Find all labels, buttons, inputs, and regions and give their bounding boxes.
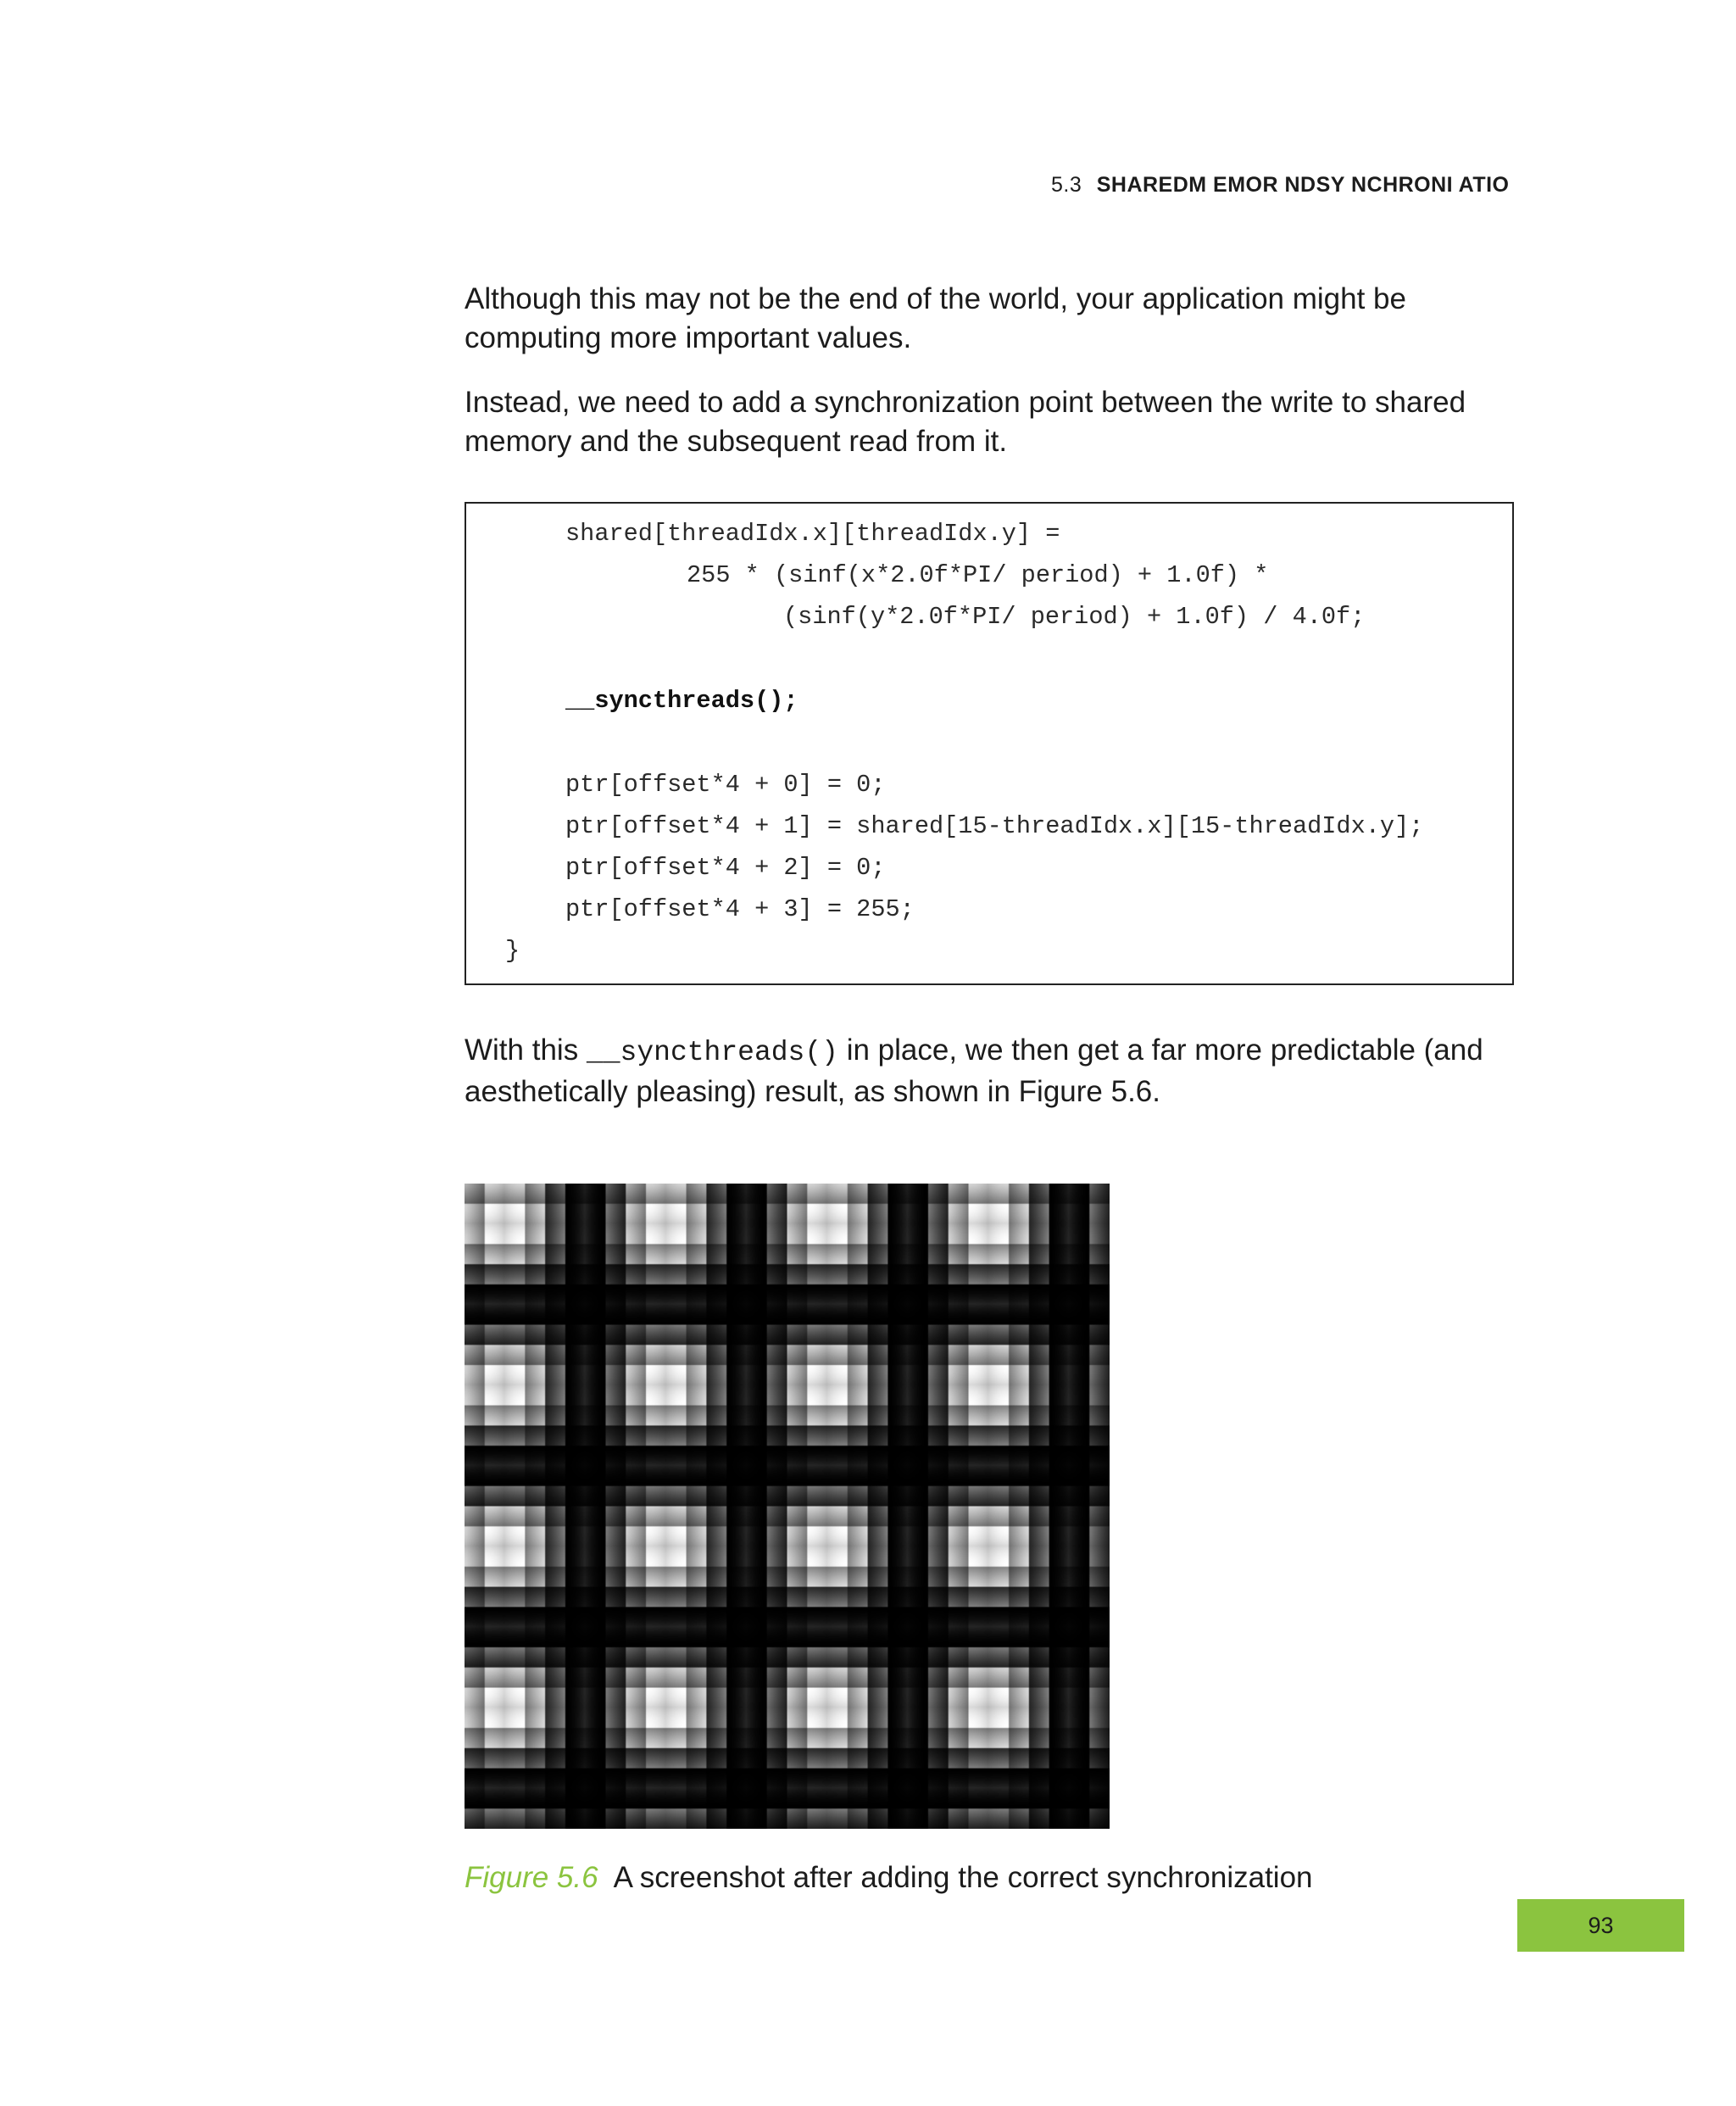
paragraph-3 [465,1031,1524,1112]
code-line: ptr[offset*4 + 2] = 0; [565,854,886,882]
code-line: 255 * (sinf(x*2.0f*PI/ period) + 1.0f) * [687,561,1269,589]
code-line-syncthreads: __syncthreads(); [565,687,798,715]
section-number: 5.3 [1051,173,1082,197]
code-line: ptr[offset*4 + 0] = 0; [565,771,886,799]
code-line: shared[threadIdx.x][threadIdx.y] = [565,520,1060,548]
figure-caption [465,1858,1313,1897]
page-number-text: 93 [1588,1912,1614,1938]
running-head [1051,173,1509,198]
figure-image [465,1184,1110,1829]
paragraph-3-text-before: With this [465,1034,587,1067]
inline-code-syncthreads: __syncthreads() [586,1037,838,1068]
code-line: ptr[offset*4 + 3] = 255; [565,895,915,923]
figure-label: Figure 5.6 [465,1861,598,1894]
code-line: ptr[offset*4 + 1] = shared[15-threadIdx.x][15-threadIdx.y]; [565,812,1424,840]
code-listing [465,502,1514,985]
paragraph-1: Although this may not be the end of the world, your application might be computing more important values. [465,282,1406,354]
paragraph-2: Instead, we need to add a synchronization point between the write to shared memory and the subsequent read from it. [465,386,1466,458]
figure-caption-text: A screenshot after adding the correct synchronization [613,1861,1313,1894]
page-number [1517,1899,1684,1952]
section-title: SHAREDM EMOR NDSY NCHRONI ATIO [1096,173,1510,197]
code-line-closing-brace: } [505,937,520,965]
paragraph-3-text-after: in place, we then get a far more predictable (and aesthetically pleasing) result, as shown in Figure 5.6. [465,1034,1483,1108]
code-line: (sinf(y*2.0f*PI/ period) + 1.0f) / 4.0f; [783,603,1366,631]
